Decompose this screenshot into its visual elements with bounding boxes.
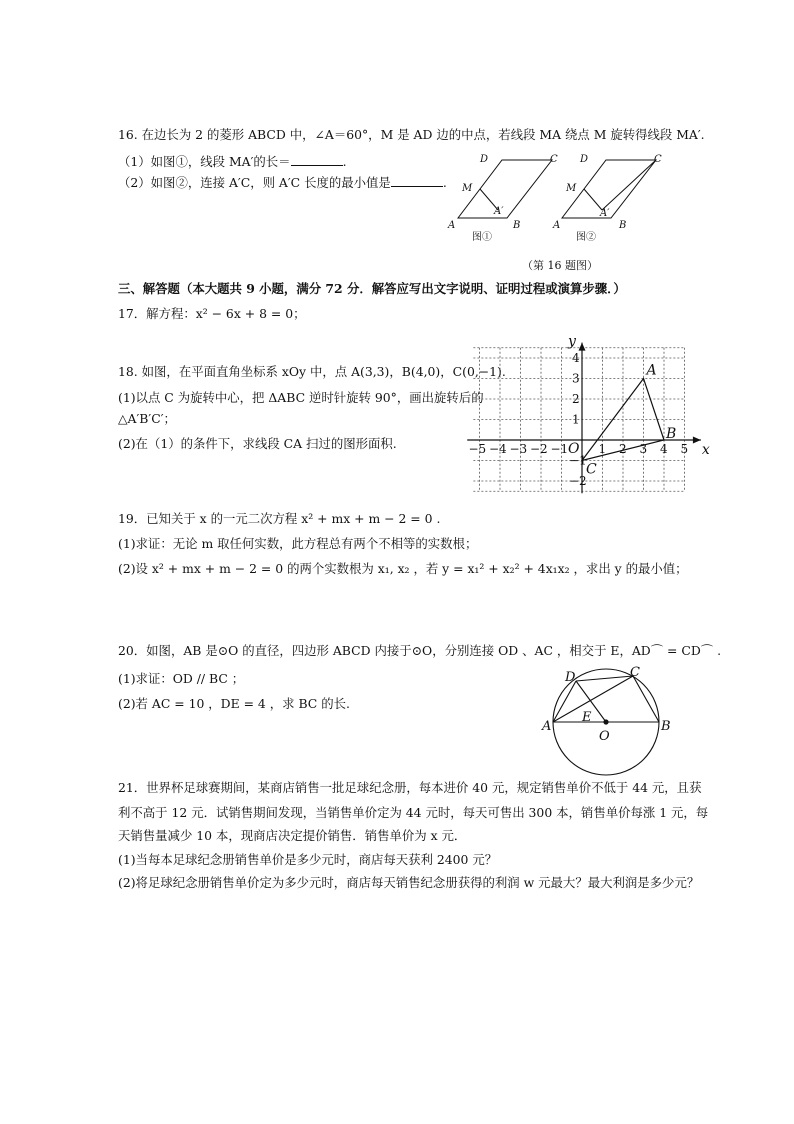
y-tick-label: 3 [572, 371, 580, 386]
fig2-label-ap: A′ [600, 208, 610, 219]
x-tick-label: −1 [550, 442, 569, 456]
q16-part1 [118, 153, 347, 170]
q18-stem: 18. 如图，在平面直角坐标系 xOy 中，点 A(3,3)，B(4,0)，C(0,−1). [118, 364, 506, 379]
fig2-label-c: C [654, 154, 662, 165]
x-axis-label: x [701, 442, 710, 458]
q19-stem: 19．已知关于 x 的一元二次方程 x² + mx + m − 2 = 0 . [118, 511, 441, 526]
q16-part1-text: （1）如图①，线段 MA′的长＝ [118, 154, 291, 169]
q16-part2-blank [391, 174, 443, 187]
q20-part1: (1)求证：OD // BC ； [118, 671, 245, 686]
q21-line3: 天销售量减少 10 本，现商店决定提价销售．销售单价为 x 元． [118, 828, 467, 843]
q19-part1: (1)求证：无论 m 取任何实数，此方程总有两个不相等的实数根； [118, 536, 478, 551]
section3-heading: 三、解答题（本大题共 9 小题，满分 72 分．解答应写出文字说明、证明过程或演算步骤．） [118, 281, 626, 296]
x-tick-label: −3 [509, 442, 528, 456]
circle-label-o: O [599, 729, 610, 744]
x-tick-label: 3 [639, 442, 648, 456]
x-tick-label: −2 [530, 442, 548, 456]
q20-part2: (2)若 AC = 10 ，DE = 4 ，求 BC 的长. [118, 696, 350, 711]
segment-apc [602, 160, 656, 210]
fig1-label-ap: A′ [494, 206, 504, 217]
center-dot [603, 719, 608, 724]
q16-figures [440, 150, 680, 278]
fig1-label-c: C [550, 154, 558, 165]
point-label-b: B [666, 426, 677, 442]
q18-part2: (2)在（1）的条件下，求线段 CA 扫过的图形面积. [118, 436, 397, 451]
fig1-label-a: A [448, 220, 456, 231]
q16-part2-end: . [442, 175, 447, 190]
chord-cb [633, 676, 659, 722]
q18-part1a: (1)以点 C 为旋转中心，把 ΔABC 逆时针旋转 90°，画出旋转后的 [118, 390, 484, 405]
x-tick-label: 4 [660, 442, 668, 456]
x-tick-label: 2 [619, 442, 627, 456]
fig2-label-a: A [553, 220, 561, 231]
q16-part2 [118, 174, 447, 191]
x-tick-label: −4 [489, 442, 507, 456]
fig2-caption: 图② [576, 232, 596, 243]
x-axis-arrow [693, 437, 701, 444]
q21-line4: (1)当每本足球纪念册销售单价是多少元时，商店每天获利 2400 元？ [118, 852, 498, 867]
fig2-label-m: M [566, 183, 577, 194]
fig1-label-b: B [513, 220, 521, 231]
circle-label-c: C [630, 665, 640, 680]
coordinate-chart [462, 333, 710, 502]
y-tick-label: 4 [572, 351, 580, 365]
y-tick-label: 2 [572, 392, 580, 406]
circle-label-d: D [565, 670, 576, 685]
y-tick-label: −2 [569, 474, 587, 488]
fig1-label-d: D [480, 154, 489, 165]
fig2-label-d: D [580, 154, 589, 165]
circle-label-a: A [542, 719, 552, 734]
y-axis-arrow [579, 343, 586, 351]
q21-line2: 利不高于 12 元．试销售期间发现，当销售单价定为 44 元时，每天可售出 300 本，销售单价每涨 1 元，每 [118, 805, 709, 820]
point-label-c: C [586, 461, 597, 478]
segment-ma2 [584, 189, 602, 210]
q21-line5: (2)将足球纪念册销售单价定为多少元时，商店每天销售纪念册获得的利润 w 元最大？最大利润是多少元？ [118, 875, 700, 890]
circle-label-e: E [582, 710, 592, 725]
x-tick-label: −5 [468, 442, 487, 456]
q16-part1-blank [291, 153, 343, 166]
y-tick-label: 1 [572, 412, 580, 427]
q18-part1b: △A′B′C′； [118, 411, 176, 426]
origin-label: O [568, 441, 580, 457]
fig1-label-m: M [462, 183, 473, 194]
q21-line1: 21．世界杯足球赛期间，某商店销售一批足球纪念册，每本进价 40 元，规定销售单价不低于 44 元，且获 [118, 780, 702, 795]
y-axis-label: y [568, 333, 576, 350]
q16-fig-caption: （第 16 题图） [522, 259, 598, 272]
q16-stem: 16. 在边长为 2 的菱形 ABCD 中，∠A＝60°，M 是 AD 边的中点，若线段 MA 绕点 M 旋转得线段 MA′. [118, 127, 705, 142]
circle-figure [538, 664, 688, 774]
q16-part2-text: （2）如图②，连接 A′C，则 A′C 长度的最小值是 [118, 175, 391, 190]
x-tick-label: 5 [680, 442, 689, 456]
q16-part1-end: . [342, 154, 347, 169]
point-label-a: A [646, 362, 657, 379]
q20-stem: 20．如图，AB 是⊙O 的直径，四边形 ABCD 内接于⊙O，分别连接 OD 、AC ，相交于 E，AD⌒ = CD⌒ . [118, 643, 722, 658]
x-tick-label: 1 [598, 442, 607, 456]
chord-dc [576, 676, 633, 681]
circle-label-b: B [661, 719, 671, 734]
fig2-label-b: B [619, 220, 627, 231]
y-tick-label: −1 [569, 453, 587, 468]
q17-text: 17．解方程：x² − 6x + 8 = 0； [118, 306, 306, 321]
fig1-caption: 图① [472, 232, 492, 243]
q19-part2: (2)设 x² + mx + m − 2 = 0 的两个实数根为 x₁, x₂ ，若 y = x₁² + x₂² + 4x₁x₂ ，求出 y 的最小值； [118, 561, 688, 576]
